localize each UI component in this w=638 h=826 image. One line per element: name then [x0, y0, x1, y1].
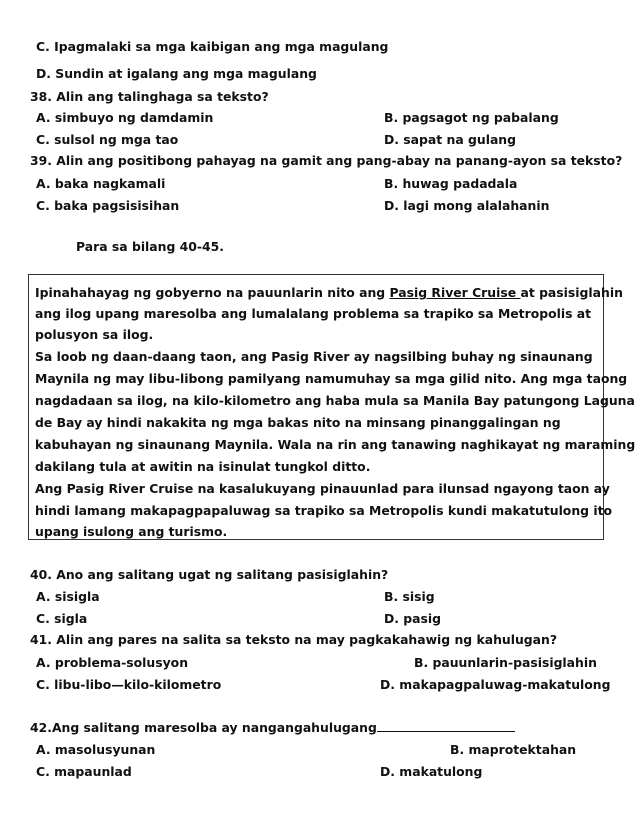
pasig-river-cruise-underlined: Pasig River Cruise [389, 285, 521, 300]
q42-option-c: C. mapaunlad [36, 764, 132, 779]
passage-line-6: nagdadaan sa ilog, na kilo-kilometro ang haba mula sa Manila Bay patungong Laguna [35, 393, 635, 408]
q41-option-b: B. pauunlarin-pasisiglahin [414, 655, 597, 670]
passage-line-5: Maynila ng may libu-libong pamilyang namumuhay sa mga gilid nito. Ang mga taong [35, 371, 628, 386]
q37-option-c: C. Ipagmalaki sa mga kaibigan ang mga magulang [36, 39, 389, 54]
passage-line-1-start: Ipinahahayag ng gobyerno na pauunlarin nito ang [35, 285, 390, 300]
passage-line-7: de Bay ay hindi nakakita ng mga bakas nito na minsang pinanggalingan ng [35, 415, 561, 430]
q38-question: 38. Alin ang talinghaga sa teksto? [30, 89, 269, 104]
q39-question: 39. Alin ang positibong pahayag na gamit ang pang-abay na panang-ayon sa teksto? [30, 153, 623, 168]
answer-blank-line [377, 719, 515, 732]
q39-option-c: C. baka pagsisisihan [36, 198, 180, 213]
q40-option-b: B. sisig [384, 589, 435, 604]
q38-option-d: D. sapat na gulang [384, 132, 516, 147]
q38-option-b: B. pagsagot ng pabalang [384, 110, 559, 125]
q39-option-a: A. baka nagkamali [36, 176, 166, 191]
q38-option-a: A. simbuyo ng damdamin [36, 110, 214, 125]
q37-option-d: D. Sundin at igalang ang mga magulang [36, 66, 317, 81]
passage-line-4: Sa loob ng daan-daang taon, ang Pasig River ay nagsilbing buhay ng sinaunang [35, 349, 593, 364]
q42-option-a: A. masolusyunan [36, 742, 156, 757]
q40-option-d: D. pasig [384, 611, 442, 626]
q39-option-d: D. lagi mong alalahanin [384, 198, 550, 213]
q42-option-d: D. makatulong [380, 764, 483, 779]
passage-line-12: upang isulong ang turismo. [35, 524, 228, 539]
passage-line-1-end: at pasisiglahin [520, 285, 623, 300]
q42-question [30, 719, 515, 736]
passage-line-10: Ang Pasig River Cruise na kasalukuyang pinauunlad para ilunsad ngayong taon ay [35, 481, 610, 496]
q39-option-b: B. huwag padadala [384, 176, 518, 191]
q42-option-b: B. maprotektahan [450, 742, 577, 757]
section-label: Para sa bilang 40-45. [76, 239, 225, 254]
q40-question: 40. Ano ang salitang ugat ng salitang pasisiglahin? [30, 567, 389, 582]
passage-line-9: dakilang tula at awitin na isinulat tungkol ditto. [35, 459, 371, 474]
q40-option-c: C. sigla [36, 611, 88, 626]
q41-option-a: A. problema-solusyon [36, 655, 189, 670]
q40-option-a: A. sisigla [36, 589, 100, 604]
passage-line-1 [35, 285, 623, 301]
q41-question: 41. Alin ang pares na salita sa teksto na may pagkakahawig ng kahulugan? [30, 632, 558, 647]
passage-line-11: hindi lamang makapagpapaluwag sa trapiko sa Metropolis kundi makatutulong ito [35, 503, 613, 518]
q42-question-text: 42.Ang salitang maresolba ay nangangahulugang [30, 720, 377, 735]
reading-passage-box [28, 274, 636, 540]
q41-option-c: C. libu-libo—kilo-kilometro [36, 677, 222, 692]
passage-line-2: ang ilog upang maresolba ang lumalalang problema sa trapiko sa Metropolis at [35, 306, 592, 321]
passage-line-8: kabuhayan ng sinaunang Maynila. Wala na rin ang tanawing naghikayat ng maraming [35, 437, 636, 452]
q41-option-d: D. makapagpaluwag-makatulong [380, 677, 611, 692]
q38-option-c: C. sulsol ng mga tao [36, 132, 179, 147]
passage-line-3: polusyon sa ilog. [35, 327, 154, 342]
